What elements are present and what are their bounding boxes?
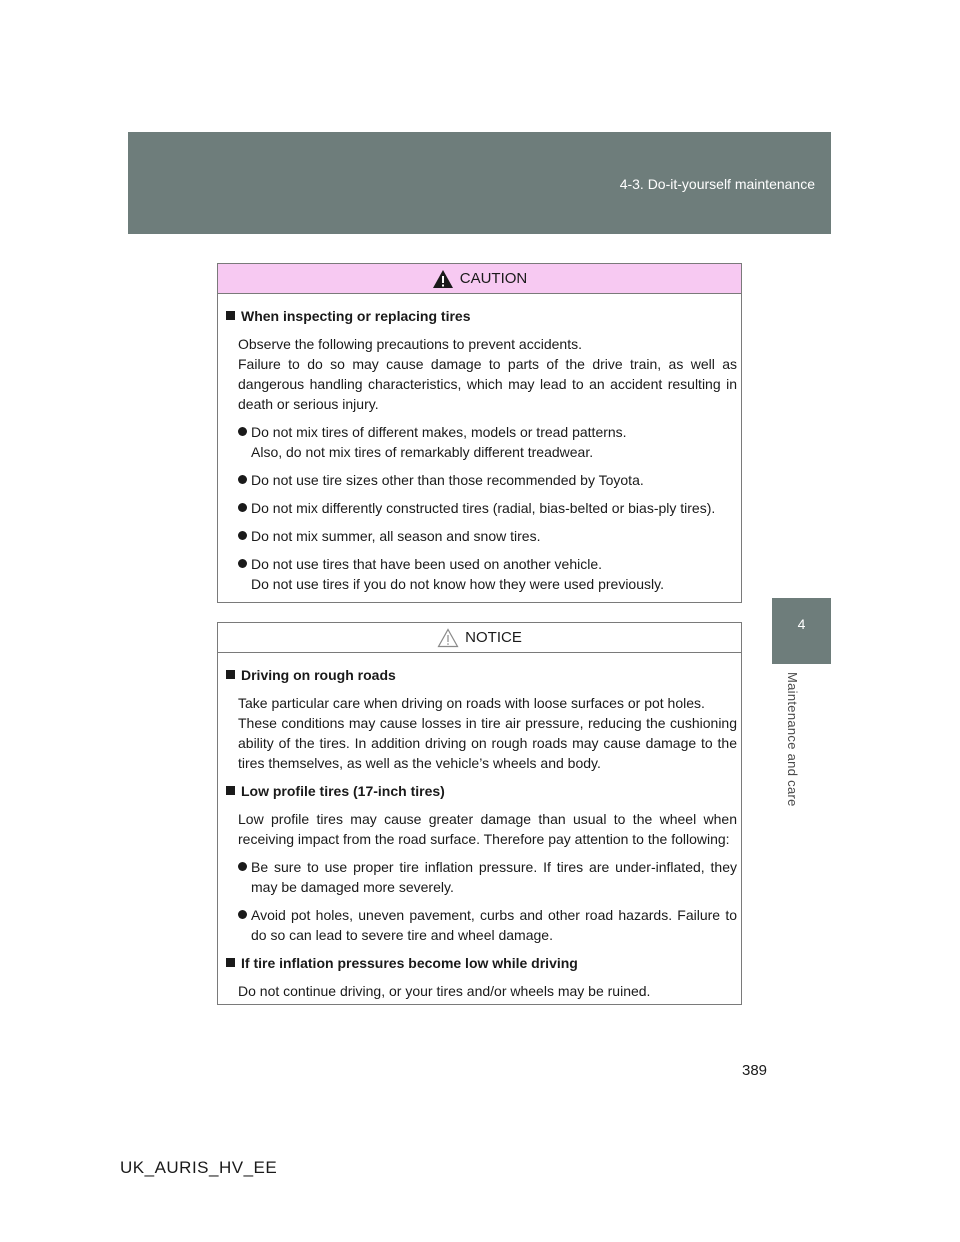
caution-box: [217, 263, 742, 603]
notice-box: [217, 622, 742, 1005]
notice-paragraph: Do not continue driving, or your tires and/or wheels may be ruined.: [238, 983, 651, 999]
header-band: [128, 132, 831, 234]
warning-filled-icon: [432, 269, 454, 289]
notice-bullet: Avoid pot holes, uneven pavement, curbs and other road hazards. Failure to do so can lead to severe tire and wheel damage.: [226, 905, 737, 945]
square-bullet-icon: [226, 958, 235, 967]
dot-bullet-icon: [238, 475, 247, 484]
caution-bullet: Do not use tire sizes other than those recommended by Toyota.: [226, 470, 737, 490]
notice-section-heading: If tire inflation pressures become low while driving: [226, 953, 737, 973]
caution-body: [218, 294, 741, 594]
notice-paragraph: Low profile tires may cause greater damage than usual to the wheel when receiving impact from the road surface. Therefore pay attention to the following:: [238, 811, 737, 847]
caution-bullet: Do not mix summer, all season and snow tires.: [226, 526, 737, 546]
caution-header: [218, 264, 741, 294]
dot-bullet-icon: [238, 503, 247, 512]
square-bullet-icon: [226, 670, 235, 679]
square-bullet-icon: [226, 786, 235, 795]
dot-bullet-icon: [238, 862, 247, 871]
caution-section-heading: When inspecting or replacing tires: [226, 306, 737, 326]
chapter-number: 4: [797, 616, 806, 632]
caution-bullet: Do not mix tires of different makes, models or tread patterns. Also, do not mix tires of remarkably different treadwear.: [226, 422, 737, 462]
notice-section-heading: Low profile tires (17-inch tires): [226, 781, 737, 801]
notice-header: [218, 623, 741, 653]
caution-bullet: Do not use tires that have been used on another vehicle. Do not use tires if you do not know how they were used previously.: [226, 554, 737, 594]
caution-title: CAUTION: [459, 270, 528, 287]
dot-bullet-icon: [238, 427, 247, 436]
notice-body: [218, 653, 741, 1001]
notice-title: NOTICE: [465, 629, 522, 646]
dot-bullet-icon: [238, 559, 247, 568]
square-bullet-icon: [226, 311, 235, 320]
caution-paragraph: Observe the following precautions to prevent accidents. Failure to do so may cause damage to parts of the drive train, as well as dangerous handling characteristics, which may lead to an accident resulting in death or serious injury.: [238, 336, 737, 412]
notice-bullet: Be sure to use proper tire inflation pressure. If tires are under-inflated, they may be damaged more severely.: [226, 857, 737, 897]
notice-paragraph: Take particular care when driving on roads with loose surfaces or pot holes. These conditions may cause losses in tire air pressure, reducing the cushioning ability of the tires. In addition driving on rough roads may cause damage to the tires themselves, as well as the vehicle’s wheels and body.: [238, 695, 737, 771]
dot-bullet-icon: [238, 531, 247, 540]
notice-section-heading: Driving on rough roads: [226, 665, 737, 685]
warning-outline-icon: [437, 628, 459, 648]
page-number: 389: [742, 1062, 768, 1079]
dot-bullet-icon: [238, 910, 247, 919]
chapter-tab: [772, 598, 831, 664]
caution-bullet: Do not mix differently constructed tires (radial, bias-belted or bias-ply tires).: [226, 498, 737, 518]
chapter-label: Maintenance and care: [785, 672, 800, 807]
footer-code: UK_AURIS_HV_EE: [120, 1158, 278, 1177]
section-title: 4-3. Do-it-yourself maintenance: [619, 176, 815, 192]
